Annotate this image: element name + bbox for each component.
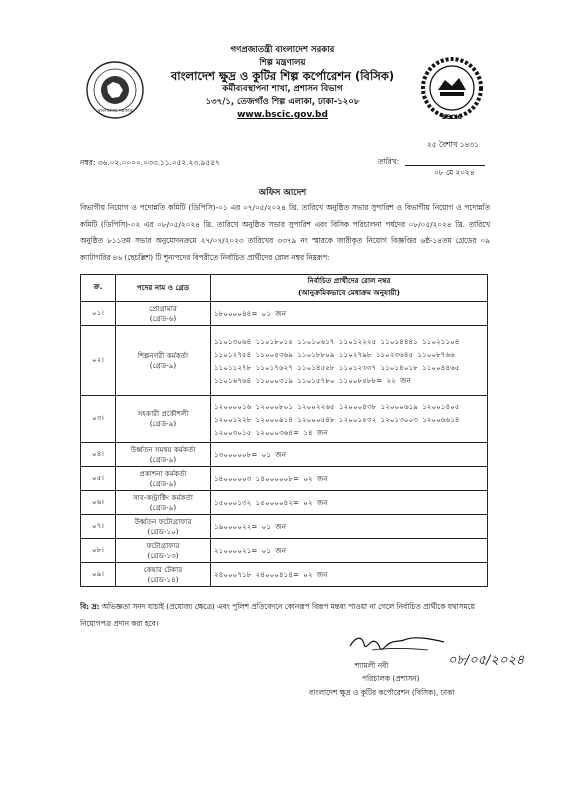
signatory-designation: পরিচালক (প্রশাসন) [362, 674, 420, 683]
table-row [81, 302, 488, 326]
ministry-name: শিল্প মন্ত্রণালয় [259, 58, 306, 68]
row-post [116, 302, 211, 326]
header-rolls-title: নির্বাচিত প্রার্থীদের রোল নম্বর [307, 276, 391, 285]
post-grade: (গ্রেড-৯) [149, 502, 177, 512]
right-emblem-text: BSCIC [442, 114, 462, 121]
date-bangla: ২৫ বৈশাখ ১৪৩১ [427, 140, 479, 149]
row-post [116, 491, 211, 515]
header-rolls-subtitle: (আনুক্রমিকভাবে মেধাক্রম অনুযায়ী) [298, 288, 400, 297]
row-serial: ০৪। [81, 443, 116, 467]
selected-candidates-table [80, 274, 488, 587]
row-rolls: ১৫০০০১৩২ ১৫০০০০৪২= ০২ জন [211, 491, 488, 515]
note-text: অভিজ্ঞতা সনদ যাচাই (প্রযোজ্য ক্ষেত্রে) এবং পুলিশ প্রতিবেদনে কোনরূপ বিরূপ মন্তব্য পাওয়া না গেলে নির্বাচিত প্রার্থীকে যথাসময়ে নিয়োগপত্র প্রদান করা হবে। [80, 602, 475, 628]
header-post: পদের নাম ও গ্রেড [116, 275, 211, 302]
row-serial: ০৫। [81, 467, 116, 491]
row-serial: ০২। [81, 326, 116, 396]
post-grade: (গ্রেড-৯) [149, 419, 177, 428]
branch-name: কর্মীব্যবস্থাপনা শাখা, প্রশাসন বিভাগ [222, 84, 343, 94]
row-rolls: ১২০০০০১৬ ১২০০০৮০১ ১২০০২২৬৫ ১২০০০৪৩৮ ১২০০০৬১৯ ১২০০১৪০৫ ১২০০১২২৮ ১২০০০৯১৪ ১২০০০৫৪৮ ১২০০১৫৩২ ১২০১৩০০৩ ১২০০৬৬১৪ ১২০০৩০১৫ ১২০০০৩৬৪= ১৪ জন [211, 396, 488, 443]
post-name: উর্ধ্বতন ফটোগ্রাফার [134, 516, 192, 526]
row-serial: ০৬। [81, 491, 116, 515]
post-name: প্রকাশনা কর্মকর্তা [139, 468, 187, 478]
website-link[interactable]: www.bscic.gov.bd [237, 110, 328, 120]
header-rolls [211, 275, 488, 302]
post-name: উর্ধ্বতন সমন্বয় কর্মকর্তা [130, 444, 196, 454]
row-post [116, 443, 211, 467]
note [80, 598, 490, 632]
row-rolls: ১১০১৩০৬৪ ১১০১৮০১৫ ১১০১০৬১৭ ১১০১২২২৫ ১১০১৪৪৪১ ১১০২১১০৪ ১১০১২৭৫৪ ১১০০৫৩৬৯ ১১০১৮৮০৯ ১১০২৭৯৮ ১১০২৩৬৪৫ ১১০০৮৭৬৬ ১১০১১২৭৮ ১১০১৭৬২৭ ১১০১৪৫৫৮ ১১০১২৩৩৭ ১১০১৪০১৮ ১১০০৪৪৬৫ ১১০১৬৭৬৪ ১১০০০৩১৯ ১১০১৫৭৮০ ১১০০৮৫৮৮= ২২ জন [211, 326, 488, 396]
date-english: ০৮ মে ২০২৪ [434, 168, 475, 177]
row-serial: ০৯। [81, 563, 116, 587]
row-post [116, 396, 211, 443]
table-row [81, 491, 488, 515]
row-rolls: ১৮০০০০৪৪= ০১ জন [211, 302, 488, 326]
table-row [81, 563, 488, 587]
post-name: ফটোগ্রাফার [146, 540, 180, 550]
row-rolls: ২১০০০০২১= ০১ জন [211, 539, 488, 563]
table-row [81, 515, 488, 539]
post-grade: (গ্রেড-৯) [149, 478, 177, 488]
date-divider [405, 165, 485, 166]
row-rolls: ১৪০০০০০৩ ১৪০০০০০৮= ০২ জন [211, 467, 488, 491]
signatory-name: শ্যামলী নবী [355, 661, 389, 670]
date-label: তারিখ: [378, 157, 400, 166]
government-name: গণপ্রজাতন্ত্রী বাংলাদেশ সরকার [230, 45, 335, 55]
post-name: সহকারী প্রকৌশলী [137, 409, 189, 418]
row-serial: ০৩। [81, 396, 116, 443]
row-post [116, 326, 211, 396]
row-serial: ০৭। [81, 515, 116, 539]
table-row [81, 396, 488, 443]
signatory-organization: বাংলাদেশ ক্ষুদ্র ও কুটির কর্পোরেশন (বিসিক), ঢাকা [309, 688, 455, 697]
memo-number: নম্বর: ৩৬.০২.০০০০.০৩৩.১১.০৫২.২৩.৯৫৫৭ [80, 158, 220, 167]
post-name: শিল্পনগরী কর্মকর্তা [137, 350, 189, 360]
post-grade: (গ্রেড-৬) [149, 313, 177, 323]
corporation-name: বাংলাদেশ ক্ষুদ্র ও কুটির শিল্প কর্পোরেশন (বিসিক) [170, 69, 395, 83]
row-rolls: ১৯০০০০২২= ০১ জন [211, 515, 488, 539]
table-row [81, 443, 488, 467]
row-post [116, 563, 211, 587]
post-name: কেয়ার টেকার [143, 564, 183, 574]
row-rolls: ১৩০০০০০৮= ০১ জন [211, 443, 488, 467]
post-grade: (গ্রেড-১০) [147, 526, 179, 536]
letterhead [110, 44, 455, 122]
order-body: বিভাগীয় নিয়োগ ও পদোন্নতি কমিটি (ডিপিসি)-০১ এর ০৭/০৫/২০২৪ খ্রি. তারিখে অনুষ্ঠিত সভার সুপারিশ ও বিভাগীয় নিয়োগ ও পদোন্নতি কমিটি (ডিপিসি)-০২ এর ০৮/০৫/২০২৪ খ্রি. তারিখে অনুষ্ঠিত সভার সুপারিশ এবং বিসিক পরিচালনা পর্ষদের ০৮/০৫/২০২৪ খ্রি. তারিখে অনুষ্ঠিত ৮১১তম সভার অনুমোদনক্রমে ২৭/০৭/২০২৩ তারিখের ৩৩৭৯ নং স্মারকে জারীকৃত নিয়োগ বিজ্ঞপ্তির ৬ষ্ঠ-১৪তম গ্রেডের ০৯ ক্যাটাগরির ৪৬ (ছেচল্লিশ) টি শূন্যপদের বিপরীতে নির্বাচিত প্রার্থীদের রোল নম্বর নিম্নরূপ: [80, 203, 490, 262]
table-row [81, 326, 488, 396]
row-post [116, 467, 211, 491]
row-rolls: ২৪০০০৭১৮ ২৪০০০৪১৪= ০২ জন [211, 563, 488, 587]
row-post [116, 539, 211, 563]
row-serial: ০৮। [81, 539, 116, 563]
post-name: প্রোগ্রামার [149, 303, 177, 313]
header-serial: ক্র. [81, 275, 116, 302]
post-grade: (গ্রেড-১৩) [147, 550, 179, 560]
row-post [116, 515, 211, 539]
post-grade: (গ্রেড-৯) [149, 454, 177, 464]
left-emblem-text: বাংলাদেশ সরকার [97, 108, 133, 114]
post-name: সাব-কন্ট্রাক্টিং কর্মকর্তা [133, 492, 193, 502]
post-grade: (গ্রেড-১৪) [147, 574, 179, 584]
table-row [81, 539, 488, 563]
signature-date: ০৮/০৫/২০২৪ [448, 653, 525, 668]
table-row [81, 467, 488, 491]
address: ১৩৭/১, তেজগাঁও শিল্প এলাকা, ঢাকা-১২০৮ [205, 97, 360, 107]
row-serial: ০১। [81, 302, 116, 326]
note-label: বি: দ্র: [80, 602, 100, 611]
table-header-row [81, 275, 488, 302]
page-title: অফিস আদেশ [258, 188, 307, 198]
post-grade: (গ্রেড-৯) [149, 360, 177, 370]
